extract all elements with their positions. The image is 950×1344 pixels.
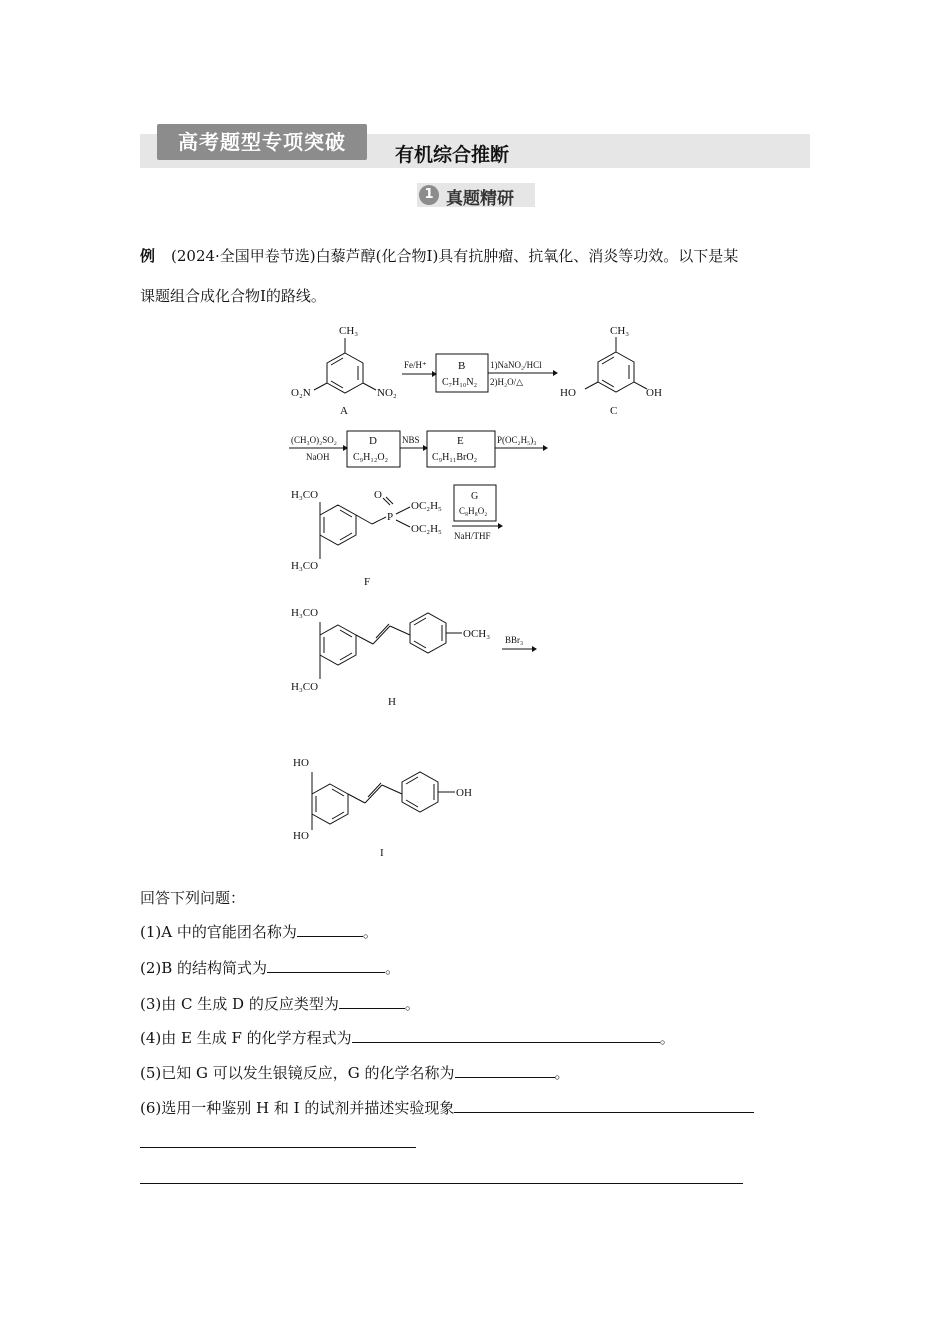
page-title: 有机综合推断 — [395, 144, 510, 166]
compound-g-formula: C₈H₈O₂ — [459, 506, 488, 516]
compound-f-o: O — [374, 489, 382, 501]
question-5-blank[interactable] — [455, 1063, 555, 1078]
question-3-text: (3)由 C 生成 D 的反应类型为 — [140, 995, 339, 1013]
question-4-text: (4)由 E 生成 F 的化学方程式为 — [140, 1029, 352, 1047]
question-6-blank-1[interactable] — [454, 1098, 754, 1113]
reagent-bbr3: BBr₃ — [505, 635, 524, 645]
compound-c-structure — [585, 337, 647, 392]
reagent-nah-thf: NaH/THF — [454, 531, 491, 541]
compound-f-label: F — [364, 576, 371, 588]
compound-e-formula: C₉H₁₁BrO₂ — [432, 452, 478, 463]
question-3-blank[interactable] — [339, 994, 405, 1009]
compound-h-h3co-top: H₃CO — [291, 607, 319, 619]
question-2-blank[interactable] — [267, 958, 385, 973]
question-2-text: (2)B 的结构简式为 — [140, 959, 268, 977]
question-1-text: (1)A 中的官能团名称为 — [140, 923, 297, 941]
compound-f-oet2: OC₂H₅ — [411, 523, 442, 535]
compound-d-label: D — [369, 435, 377, 447]
compound-i-ho-bottom: HO — [293, 830, 309, 842]
problem-text-1: (2024·全国甲卷节选)白藜芦醇(化合物I)具有抗肿瘤、抗氧化、消炎等功效。以下是某 — [171, 247, 739, 265]
compound-c-ho: HO — [560, 387, 576, 399]
question-6-blank-3[interactable] — [140, 1182, 743, 1184]
question-3 — [140, 994, 420, 1014]
reagent-fe-h: Fe/H⁺ — [404, 360, 427, 370]
reagent-nbs: NBS — [402, 435, 420, 445]
compound-h-h3co-bottom: H₃CO — [291, 681, 319, 693]
compound-a-no2: NO₂ — [377, 387, 397, 399]
compound-a-label: A — [340, 405, 348, 417]
question-6 — [140, 1098, 754, 1118]
section-title: 真题精研 — [446, 189, 514, 209]
compound-h-structure — [320, 613, 462, 679]
question-6-blank-2[interactable] — [140, 1146, 416, 1148]
question-4-end: 。 — [659, 1029, 675, 1047]
section-number-badge: 1 — [419, 185, 439, 205]
reagent-dms: (CH₃O)₂SO₂ — [291, 435, 337, 445]
question-2 — [140, 958, 400, 978]
compound-i-ho-top: HO — [293, 757, 309, 769]
compound-i-structure — [312, 772, 455, 830]
compound-f-h3co-bottom: H₃CO — [291, 560, 319, 572]
reaction-scheme — [0, 310, 950, 870]
question-2-end: 。 — [385, 959, 401, 977]
question-4 — [140, 1028, 675, 1048]
compound-b-label: B — [458, 360, 466, 372]
problem-line-1 — [140, 246, 738, 266]
questions-intro: 回答下列问题： — [140, 889, 246, 907]
reagent-h2o: 2)H₂O/△ — [490, 377, 524, 387]
compound-a-o2n: O₂N — [291, 387, 311, 399]
compound-c-oh: OH — [646, 387, 662, 399]
header-tag: 高考题型专项突破 — [157, 124, 367, 160]
question-5-end: 。 — [554, 1064, 570, 1082]
reagent-naoh: NaOH — [306, 452, 330, 462]
compound-f-structure — [320, 497, 410, 559]
reagent-p-oet: P(OC₂H₅)₃ — [497, 435, 537, 445]
question-1-blank[interactable] — [297, 922, 363, 937]
question-5 — [140, 1063, 570, 1083]
question-3-end: 。 — [404, 995, 420, 1013]
compound-a-ch3: CH₃ — [339, 325, 359, 337]
question-1-end: 。 — [362, 923, 378, 941]
compound-c-label: C — [610, 405, 618, 417]
compound-h-label: H — [388, 696, 396, 708]
compound-h-och3: OCH₃ — [463, 628, 491, 640]
compound-g-label: G — [471, 491, 479, 502]
reagent-nano2: 1)NaNO₂/HCl — [490, 360, 542, 370]
problem-text-2: 课题组合成化合物I的路线。 — [140, 287, 326, 305]
compound-e-label: E — [457, 435, 464, 447]
compound-a-structure — [314, 338, 376, 393]
compound-f-oet1: OC₂H₅ — [411, 500, 442, 512]
compound-f-p: P — [387, 511, 394, 523]
question-4-blank[interactable] — [352, 1028, 660, 1043]
question-6-text: (6)选用一种鉴别 H 和 I 的试剂并描述实验现象 — [140, 1099, 455, 1117]
question-5-text: (5)已知 G 可以发生银镜反应，G 的化学名称为 — [140, 1064, 455, 1082]
problem-label: 例 — [140, 247, 156, 265]
compound-c-ch3: CH₃ — [610, 325, 630, 337]
compound-b-formula: C₇H₁₀N₂ — [442, 377, 478, 388]
compound-i-label: I — [380, 847, 384, 859]
question-1 — [140, 922, 378, 942]
compound-d-formula: C₉H₁₂O₂ — [353, 452, 389, 463]
compound-f-h3co-top: H₃CO — [291, 489, 319, 501]
compound-i-oh: OH — [456, 787, 472, 799]
